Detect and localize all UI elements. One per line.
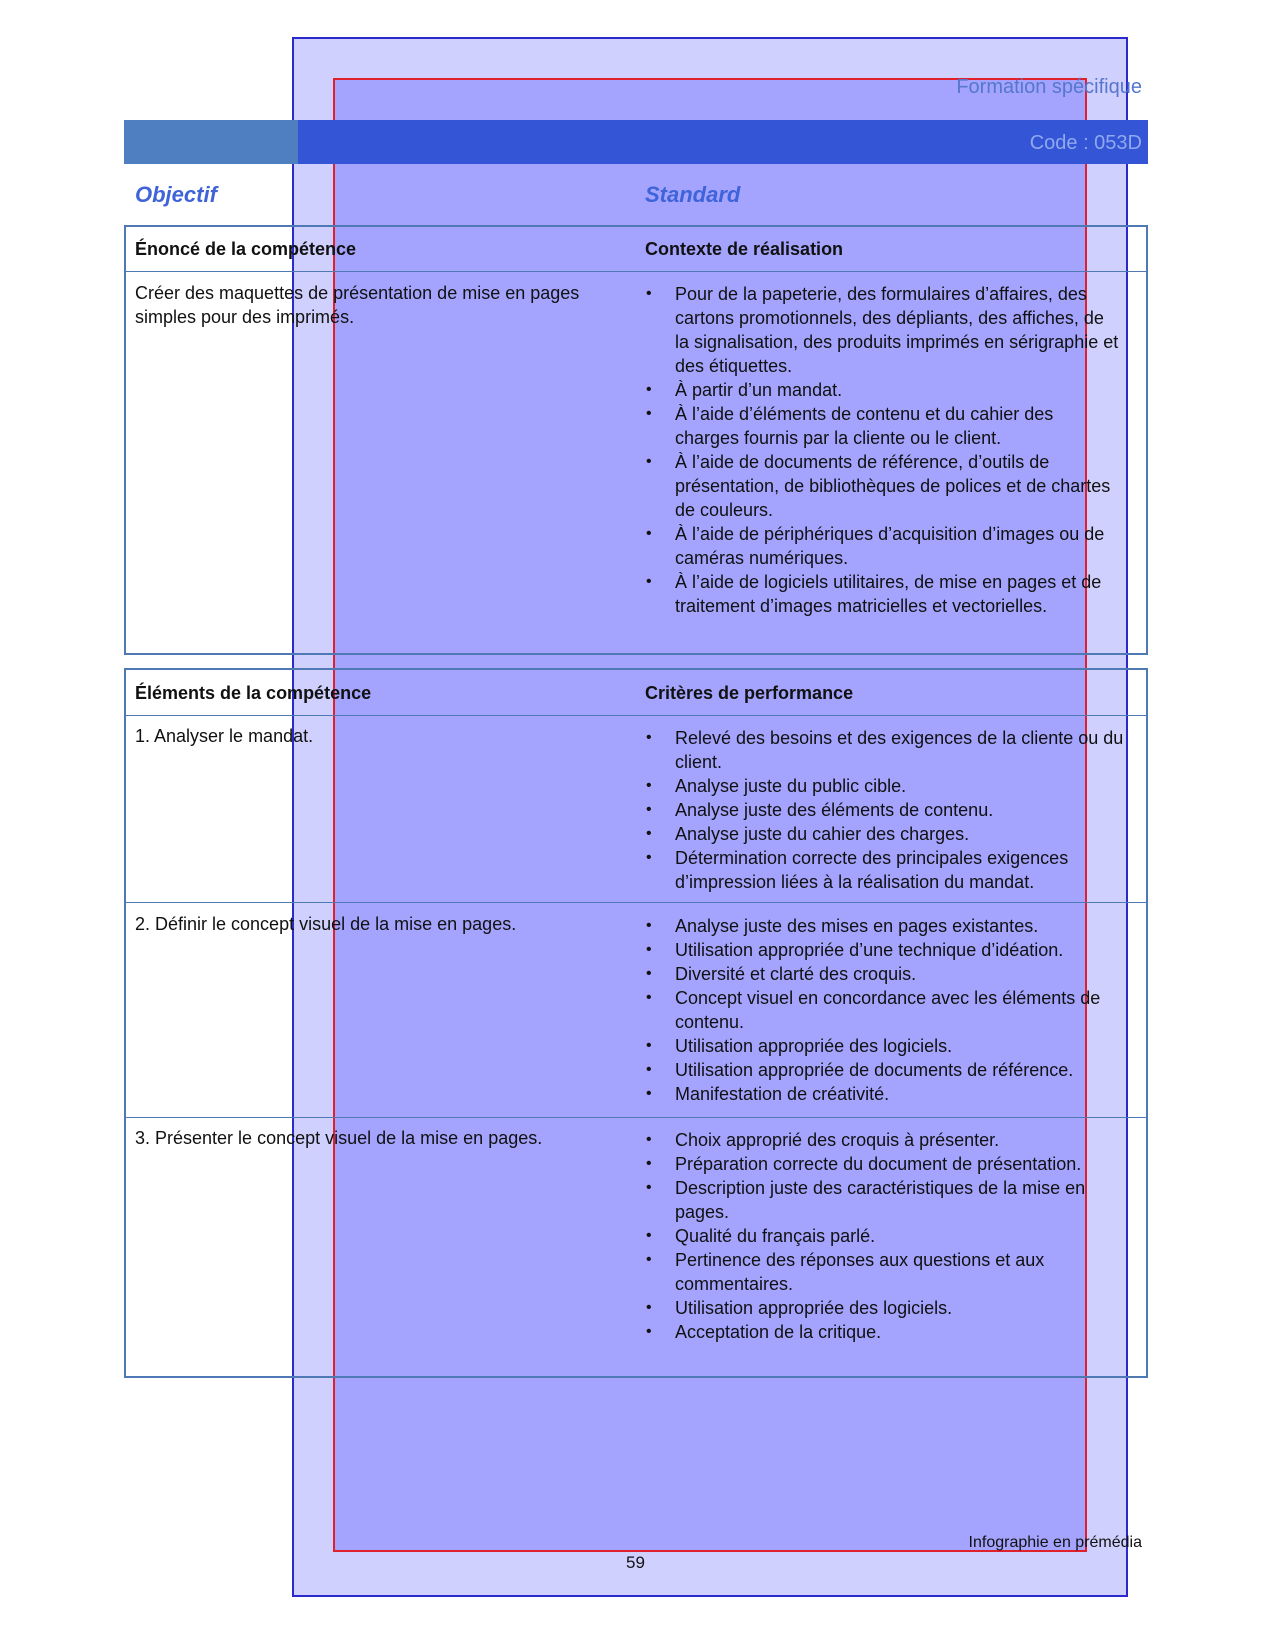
contexte-item: • À l’aide de périphériques d’acquisition d’images ou de caméras numériques.: [645, 522, 1119, 570]
critere-item: • Relevé des besoins et des exigences de la cliente ou du client.: [645, 726, 1135, 774]
critere-item: • Utilisation appropriée d’une technique d’idéation.: [645, 938, 1135, 962]
element-2: 2. Définir le concept visuel de la mise en pages.: [135, 914, 517, 934]
critere-item: • Manifestation de créativité.: [645, 1082, 1135, 1106]
contexte-list: [645, 282, 1119, 618]
contexte-item: • À partir d’un mandat.: [645, 378, 1119, 402]
critere-item: • Concept visuel en concordance avec les éléments de contenu.: [645, 986, 1135, 1034]
objectif-title: Objectif: [135, 182, 217, 207]
element-1: 1. Analyser le mandat.: [135, 726, 314, 746]
element-3: 3. Présenter le concept visuel de la mise en pages.: [135, 1128, 543, 1148]
critere-item: • Description juste des caractéristiques de la mise en pages.: [645, 1176, 1119, 1224]
standard-title: Standard: [645, 182, 741, 207]
contexte-item: • Pour de la papeterie, des formulaires d’affaires, des cartons promotionnels, des dépliants, des affiches, de la signalisation, des produits imprimés en sérigraphie et des étiquettes.: [645, 282, 1119, 378]
contexte-header: Contexte de réalisation: [645, 239, 844, 259]
code-bar: [124, 120, 1148, 164]
row-divider-2: [124, 1117, 1148, 1118]
critere-item: • Pertinence des réponses aux questions et aux commentaires.: [645, 1248, 1119, 1296]
critere-item: • Analyse juste du cahier des charges.: [645, 822, 1135, 846]
criteres-header: Critères de performance: [645, 683, 854, 703]
contexte-item: • À l’aide de documents de référence, d’outils de présentation, de bibliothèques de polices et de chartes de couleurs.: [645, 450, 1119, 522]
page-number: 59: [626, 1553, 645, 1572]
critere-item: • Analyse juste des éléments de contenu.: [645, 798, 1135, 822]
criteres-list-2: [645, 914, 1135, 1106]
program-footer: Infographie en prémédia: [968, 1534, 1142, 1551]
critere-item: • Préparation correcte du document de présentation.: [645, 1152, 1119, 1176]
code-label: Code : 053D: [1029, 132, 1142, 154]
critere-item: • Diversité et clarté des croquis.: [645, 962, 1135, 986]
critere-item: • Utilisation appropriée des logiciels.: [645, 1034, 1135, 1058]
critere-item: • Détermination correcte des principales exigences d’impression liées à la réalisation du mandat.: [645, 846, 1135, 894]
row-divider-1: [124, 902, 1148, 903]
critere-item: • Qualité du français parlé.: [645, 1224, 1119, 1248]
criteres-list-3: [645, 1128, 1119, 1344]
elements-header: Éléments de la compétence: [135, 683, 372, 703]
enonce-text: Créer des maquettes de présentation de mise en pages simples pour des imprimés.: [135, 283, 580, 327]
critere-item: • Utilisation appropriée des logiciels.: [645, 1296, 1119, 1320]
contexte-item: • À l’aide d’éléments de contenu et du cahier des charges fournis par la cliente ou le client.: [645, 402, 1119, 450]
critere-item: • Analyse juste des mises en pages existantes.: [645, 914, 1135, 938]
contexte-item: • À l’aide de logiciels utilitaires, de mise en pages et de traitement d’images matricielles et vectorielles.: [645, 570, 1119, 618]
enonce-header: Énoncé de la compétence: [135, 239, 357, 259]
critere-item: • Choix approprié des croquis à présenter.: [645, 1128, 1119, 1152]
elements-header-divider: [124, 715, 1148, 716]
criteres-list-1: [645, 726, 1135, 894]
critere-item: • Analyse juste du public cible.: [645, 774, 1135, 798]
competence-header-divider: [124, 271, 1148, 272]
critere-item: • Utilisation appropriée de documents de référence.: [645, 1058, 1135, 1082]
formation-label: Formation spécifique: [956, 76, 1142, 98]
critere-item: • Acceptation de la critique.: [645, 1320, 1119, 1344]
